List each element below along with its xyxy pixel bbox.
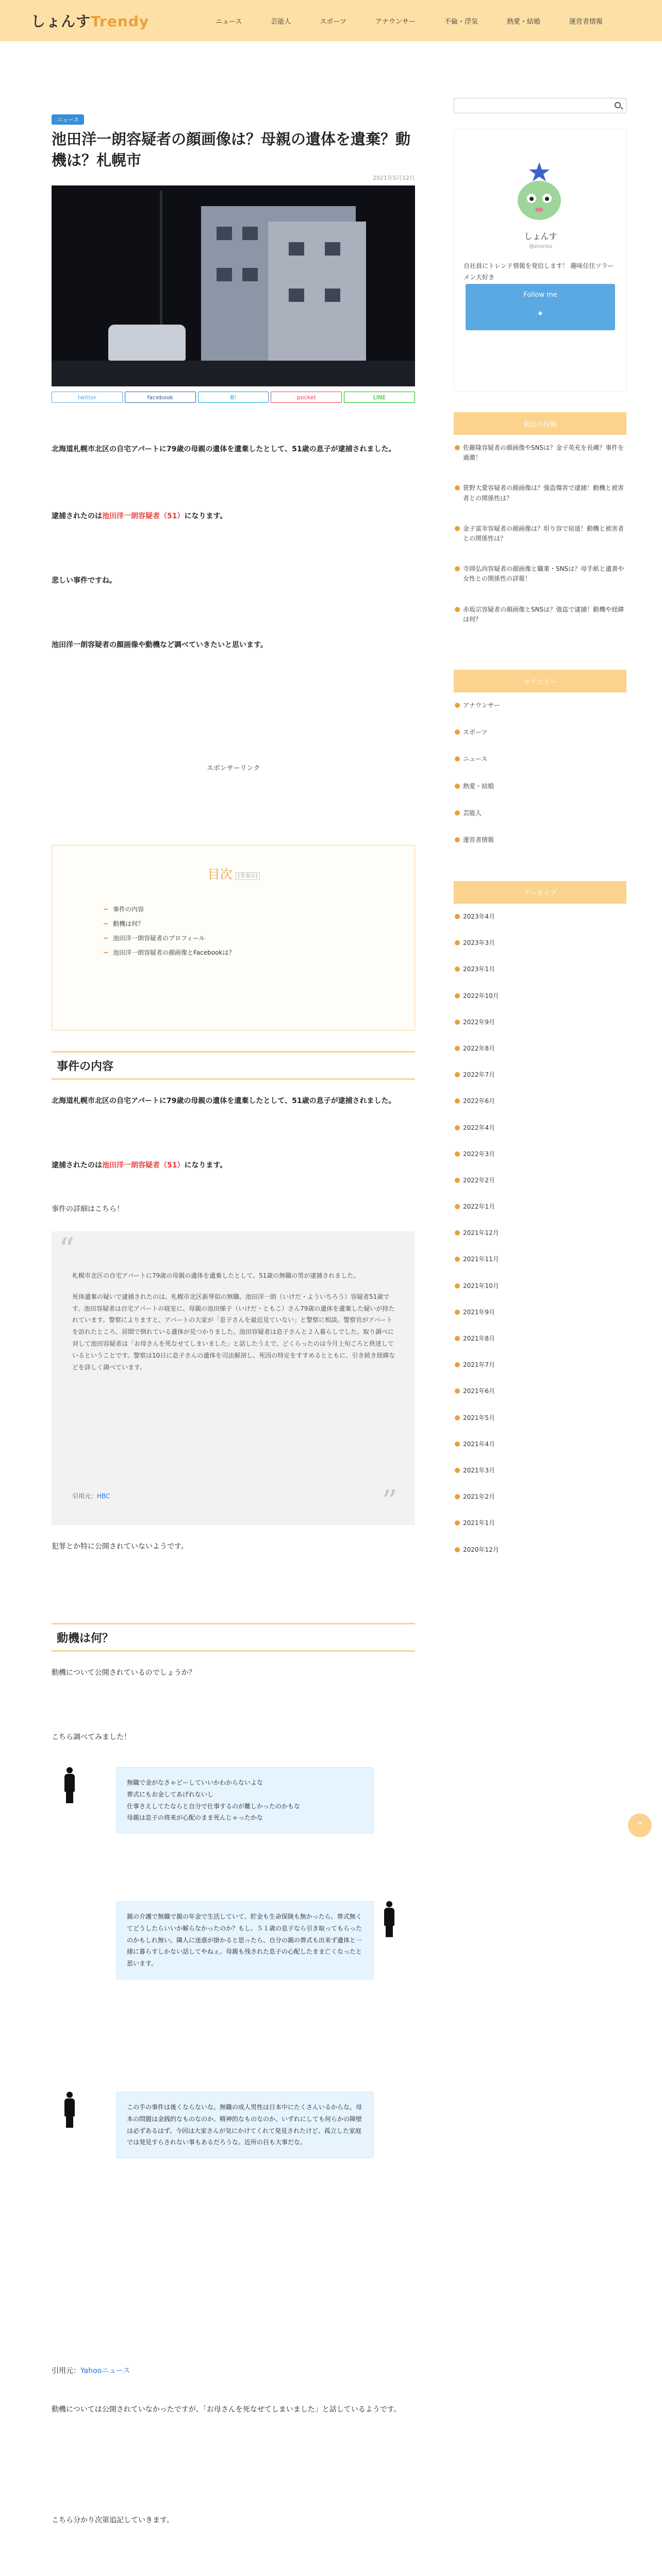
sidebar-link[interactable]: 2021年3月 xyxy=(454,1466,626,1476)
archive-heading: アーカイブ xyxy=(454,881,626,904)
sidebar-link[interactable]: 2023年1月 xyxy=(454,964,626,974)
share-pocket-button[interactable]: pocket xyxy=(271,392,342,403)
sidebar-link[interactable]: ニュース xyxy=(454,754,626,764)
sidebar-link[interactable]: 金子富幸容疑者の顔画像は？坦り容で宿道！動機と被害者との関係性は？ xyxy=(454,524,626,544)
article-title: 池田洋一朗容疑者の顔画像は？母親の遺体を遺棄？動機は？札幌市 xyxy=(52,130,411,169)
cite-line: 引用元：Yahooニュース xyxy=(52,2367,130,2375)
investigate-text: 池田洋一朗容疑者の顔画像や動機など調べていきたいと思います。 xyxy=(52,641,268,649)
sidebar-link[interactable]: 熱愛・結婚 xyxy=(454,782,626,791)
section-heading: 動機は何？ xyxy=(52,1623,415,1652)
detail-intro: 事件の詳細はこちら！ xyxy=(52,1205,124,1213)
sidebar-link[interactable]: 2021年10月 xyxy=(454,1281,626,1291)
share-b-button[interactable]: B! xyxy=(198,392,269,403)
follow-label: Follow me xyxy=(523,291,557,299)
toc-toggle[interactable]: [非表示] xyxy=(236,872,260,880)
nav-item[interactable]: アナウンサー xyxy=(375,18,416,26)
sidebar-link[interactable]: 2021年11月 xyxy=(454,1255,626,1264)
building-shape xyxy=(268,222,366,366)
section2-text: こちら分かり次第追記していきます。 xyxy=(52,2516,174,2524)
post-date: 2021年5月12日 xyxy=(373,175,415,181)
sidebar-link[interactable]: 2022年6月 xyxy=(454,1096,626,1106)
sidebar-link[interactable]: 佐藤隆容疑者の顔画像やSNSは？金子英充を長縄？事件を過激！ xyxy=(454,443,626,463)
sidebar-link[interactable]: 2022年7月 xyxy=(454,1070,626,1080)
window-shape xyxy=(325,289,340,302)
categories-heading: カテゴリー xyxy=(454,670,626,692)
toc-item[interactable]: 動機は何？ xyxy=(104,917,235,931)
recent-posts-heading: 最近の投稿 xyxy=(454,412,626,435)
share-buttons xyxy=(52,392,415,403)
follow-button[interactable] xyxy=(466,284,615,330)
sidebar-link[interactable]: 2022年2月 xyxy=(454,1176,626,1185)
nav-item[interactable]: ニュース xyxy=(216,18,242,26)
table-of-contents xyxy=(52,845,415,1030)
section1-text: 北海道札幌市北区の自宅アパートに79歳の母親の遺体を遺棄したとして、51歳の息子が逮捕されました。 xyxy=(52,1097,396,1105)
sidebar-link[interactable]: 2022年1月 xyxy=(454,1202,626,1212)
sidebar-link[interactable]: 笹野大愛容疑者の顔画像は？強盗傷害で逮捕！動機と被害者との関係性は？ xyxy=(454,483,626,503)
sidebar-link[interactable]: 2022年9月 xyxy=(454,1018,626,1027)
chevron-up-icon: ⌃ xyxy=(635,1819,644,1832)
scroll-to-top-button[interactable] xyxy=(628,1814,652,1837)
section2-text: 動機については公開されていなかったですが、「お母さんを死なせてしまいました」と話しているようです。 xyxy=(52,2405,401,2414)
sidebar xyxy=(454,82,626,2576)
share-facebook-button[interactable]: facebook xyxy=(125,392,196,403)
toc-item[interactable]: 池田洋一朗容疑者のプロフィール xyxy=(104,931,235,945)
avatar xyxy=(511,160,568,222)
sidebar-link[interactable]: 運営者情報 xyxy=(454,835,626,845)
intro-text: 北海道札幌市北区の自宅アパートに79歳の母親の遺体を遺棄したとして、51歳の息子が逮捕されました。 xyxy=(52,445,396,453)
toc-item[interactable]: 池田洋一朗容疑者の顔画像とFacebookは？ xyxy=(104,945,235,960)
arrested-text: 逮捕されたのは池田洋一朗容疑者（51）になります。 xyxy=(52,512,227,520)
nav-item[interactable]: 芸能人 xyxy=(271,18,291,26)
sponsor-label: スポンサーリンク xyxy=(206,765,260,772)
site-logo[interactable]: しょんすTrendy xyxy=(31,13,150,30)
person-icon xyxy=(382,1901,397,1937)
toc-list xyxy=(104,902,235,960)
profile-description: 自社員にトレンド情報を発信します！ 趣味住住ソラーメン大好き xyxy=(464,262,614,281)
window-shape xyxy=(289,289,304,302)
sidebar-link[interactable]: スポーツ xyxy=(454,727,626,737)
sidebar-link[interactable]: 寺岡弘尚容疑者の顔画像と職業・SNSは？母手紙と遺書や女性との関係性の詳報！ xyxy=(454,564,626,584)
nav-item[interactable]: 不倫・浮気 xyxy=(444,18,478,26)
person-icon xyxy=(62,1767,77,1803)
search-icon[interactable] xyxy=(615,102,621,108)
after-quote-text: 犯罪とか特に公開されていないようです。 xyxy=(52,1543,188,1551)
profile-handle: @shonsu xyxy=(528,244,553,249)
nav-item[interactable]: 熱愛・結婚 xyxy=(506,18,540,26)
sidebar-link[interactable]: 2023年3月 xyxy=(454,938,626,948)
sidebar-link[interactable]: 2021年5月 xyxy=(454,1413,626,1423)
sidebar-link[interactable]: 2021年4月 xyxy=(454,1439,626,1449)
window-shape xyxy=(289,242,304,256)
comment-bubble: この手の事件は後くならないな。無職の成人男性は日本中にたくさんいるからな。母本の問題は金銭的なものなのか、精神的なものなのか、いずれにしても何らかの障壁は必ずあるはず。今回は大家さんが気にかけてくれて発見されたけど、孤立した家庭では発見すらされない事もあるだろうな。近所の目も大事だな。 xyxy=(116,2092,374,2158)
profile-widget xyxy=(454,129,626,392)
section-heading: 事件の内容 xyxy=(52,1051,415,1080)
share-twitter-button[interactable]: twitter xyxy=(52,392,123,403)
sidebar-link[interactable]: 赤坂宗容疑者の顔画像とSNSは？強盗で逮捕！動機や経緯は何？ xyxy=(454,605,626,624)
window-shape xyxy=(242,268,258,281)
quote-open-icon: “ xyxy=(59,1231,75,1267)
section2-text: こちら調べてみました！ xyxy=(52,1733,131,1741)
category-badge[interactable]: ニュース xyxy=(52,114,84,125)
sidebar-link[interactable]: 2022年3月 xyxy=(454,1149,626,1159)
global-nav xyxy=(201,16,617,26)
sidebar-link[interactable]: 2023年4月 xyxy=(454,912,626,922)
toc-title: 目次 [非表示] xyxy=(52,864,416,882)
sidebar-link[interactable]: 2020年12月 xyxy=(454,1545,626,1555)
sidebar-link[interactable]: アナウンサー xyxy=(454,701,626,710)
section2-text: 動機について公開されているのでしょうか？ xyxy=(52,1669,196,1677)
sidebar-link[interactable]: 芸能人 xyxy=(454,808,626,818)
section1-arrested: 逮捕されたのは池田洋一朗容疑者（51）になります。 xyxy=(52,1161,227,1170)
sidebar-link[interactable]: 2021年7月 xyxy=(454,1360,626,1370)
quote-close-icon: ” xyxy=(382,1484,398,1520)
window-shape xyxy=(217,227,232,240)
cite-link[interactable]: HBC xyxy=(97,1493,110,1500)
profile-name: しょんす xyxy=(524,231,557,241)
sidebar-link[interactable]: 2022年10月 xyxy=(454,991,626,1001)
twitter-icon: ✦ xyxy=(537,309,544,318)
toc-item[interactable]: 事件の内容 xyxy=(104,902,235,917)
comment-bubble: 親の介護で無職で親の年金で生活していて、貯金も生命保険も無かったら、葬式無くてどうしたらいいか解らなかったのか？もし、５１歳の息子なら引き取ってもらったのかもしれ無い。隣人に迷惑が掛かると思ったら、自分の親の葬式も出来ず遺体と一緒に暮らすしかない話してやねぇ。母親も残された息子の心配したまま亡くなったと思います。 xyxy=(116,1901,374,1979)
window-shape xyxy=(217,268,232,281)
share-line-button[interactable]: LINE xyxy=(344,392,415,403)
main-content xyxy=(52,82,415,2576)
cite-link[interactable]: Yahooニュース xyxy=(80,2367,130,2375)
sidebar-link[interactable]: 2021年1月 xyxy=(454,1518,626,1528)
window-shape xyxy=(242,227,258,240)
sidebar-link[interactable]: 2021年2月 xyxy=(454,1492,626,1502)
archive-list xyxy=(454,912,626,1571)
sidebar-link[interactable]: 2022年8月 xyxy=(454,1044,626,1054)
sad-text: 悲しい事件ですね。 xyxy=(52,577,117,585)
quote-text: 札幌市北区の自宅アパートに79歳の母親の遺体を遺棄したとして、51歳の無職の男が逮捕されました。 死体遺棄の疑いで逮捕されたのは、札幌市北区新琴似の無職、池田洋一朗（いけだ・よういちろう）容疑者51歳です。池田容疑者は自宅アパートの寝室に、母親の池田悌子（いけだ・ともこ）さん79歳の遺体を遺棄した疑いが持たれています。警察によりますと、アパートの大家が「息子さんを最近見ていない」と警察に相談。警察官がアパートを訪れたところ、居間で倒れている遺体が見つかりました。池田容疑者は息子さんと２人暮らしでした。取り調べに対して池田容疑者は「お母さんを死なせてしまいました」と話したうえで、どくらったのは今月上旬ごろと供述しているということです。警察は10日に息子さんの遺体を司法解剖し、死因の特定をすすめるとともに、引き続き経緯などを詳しく調べています。 xyxy=(72,1272,395,1371)
hero-image xyxy=(52,185,415,386)
blockquote xyxy=(52,1231,415,1525)
nav-item[interactable]: スポーツ xyxy=(320,18,346,26)
person-icon xyxy=(62,2092,77,2128)
categories-list xyxy=(454,701,626,862)
search-input[interactable] xyxy=(454,98,604,113)
car-shape xyxy=(108,325,186,361)
window-shape xyxy=(325,242,340,256)
search-box xyxy=(454,98,626,113)
ground-shape xyxy=(52,361,415,386)
site-header xyxy=(0,0,662,41)
comment-bubble: 無職で金がなさゃどーしていいかわからないよな 葬式にもお金してあげれないし 仕事さえしてたならと自分で仕事するのが難しかったのかもな 母親は息子の将来が心配のまま死んじゃったかな xyxy=(116,1767,374,1834)
sidebar-link[interactable]: 2021年6月 xyxy=(454,1386,626,1396)
sidebar-link[interactable]: 2021年9月 xyxy=(454,1308,626,1317)
recent-posts-list xyxy=(454,443,626,645)
sidebar-link[interactable]: 2021年8月 xyxy=(454,1334,626,1344)
sidebar-link[interactable]: 2022年4月 xyxy=(454,1123,626,1133)
nav-item[interactable]: 運営者情報 xyxy=(569,18,603,26)
sidebar-link[interactable]: 2021年12月 xyxy=(454,1228,626,1238)
quote-cite: 引用元：HBC xyxy=(72,1493,110,1500)
